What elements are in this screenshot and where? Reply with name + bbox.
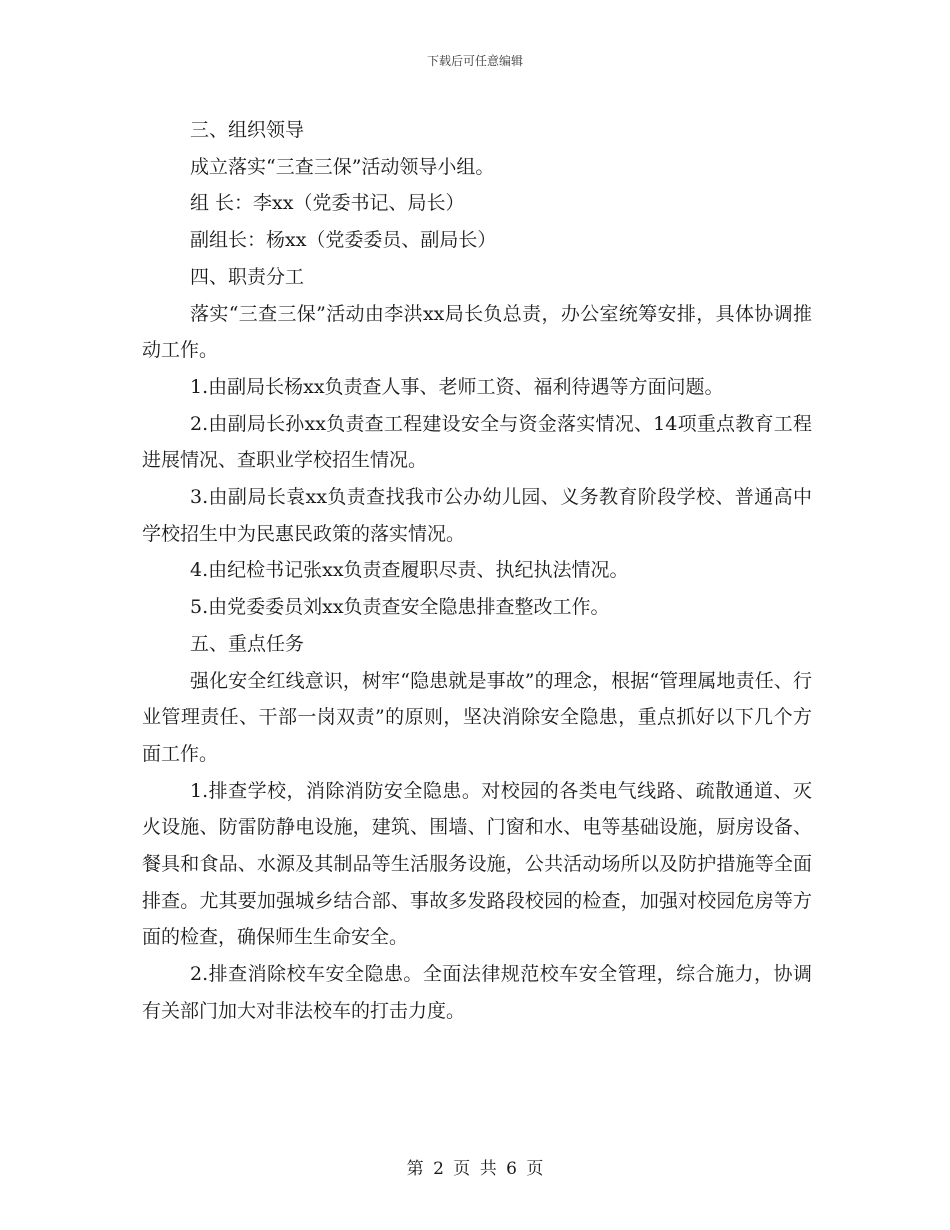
section-heading-organization: 三、组织领导 [190,119,305,141]
paragraph: 副组长：杨xx（党委委员、副局长） [190,229,497,252]
paragraph: 落实“三查三保”活动由李洪xx局长负总责，办公室统筹安排，具体协调推动工作。 [142,302,812,362]
page-footer: 第 2 页 共 6 页 [406,1159,544,1179]
list-item: 3.由副局长袁xx负责查找我市公办幼儿园、义务教育阶段学校、普通高中学校招生中为民惠民政策的落实情况。 [142,486,812,545]
list-item: 4.由纪检书记张xx负责查履职尽责、执纪执法情况。 [190,559,629,582]
paragraph: 组 长：李xx（党委书记、局长） [190,192,465,215]
list-item: 5.由党委委员刘xx负责查安全隐患排查整改工作。 [190,596,610,619]
list-item: 2.排查消除校车安全隐患。全面法律规范校车安全管理，综合施力，协调有关部门加大对非法校车的打击力度。 [142,963,812,1022]
paragraph: 强化安全红线意识，树牢“隐患就是事故”的理念，根据“管理属地责任、行业管理责任、干部一岗双责”的原则，坚决消除安全隐患，重点抓好以下几个方面工作。 [142,669,812,765]
page-header: 下载后可任意编辑 [426,54,523,68]
paragraph: 成立落实“三查三保”活动领导小组。 [190,155,495,178]
list-item: 2.由副局长孙xx负责查工程建设安全与资金落实情况、14项重点教育工程进展情况、查职业学校招生情况。 [142,412,812,472]
section-heading-duties: 四、职责分工 [190,265,305,288]
section-heading-key-tasks: 五、重点任务 [190,632,305,655]
list-item: 1.排查学校，消除消防安全隐患。对校园的各类电气线路、疏散通道、灭火设施、防雷防静电设施，建筑、围墙、门窗和水、电等基础设施，厨房设备、餐具和食品、水源及其制品等生活服务设施，公共活动场所以及防护措施等全面排查。尤其要加强城乡结合部、事故多发路段校园的检查，加强对校园危房等方面的检查，确保师生生命安全。 [142,779,812,949]
list-item: 1.由副局长杨xx负责查人事、老师工资、福利待遇等方面问题。 [190,375,724,398]
document-body [142,112,812,1030]
